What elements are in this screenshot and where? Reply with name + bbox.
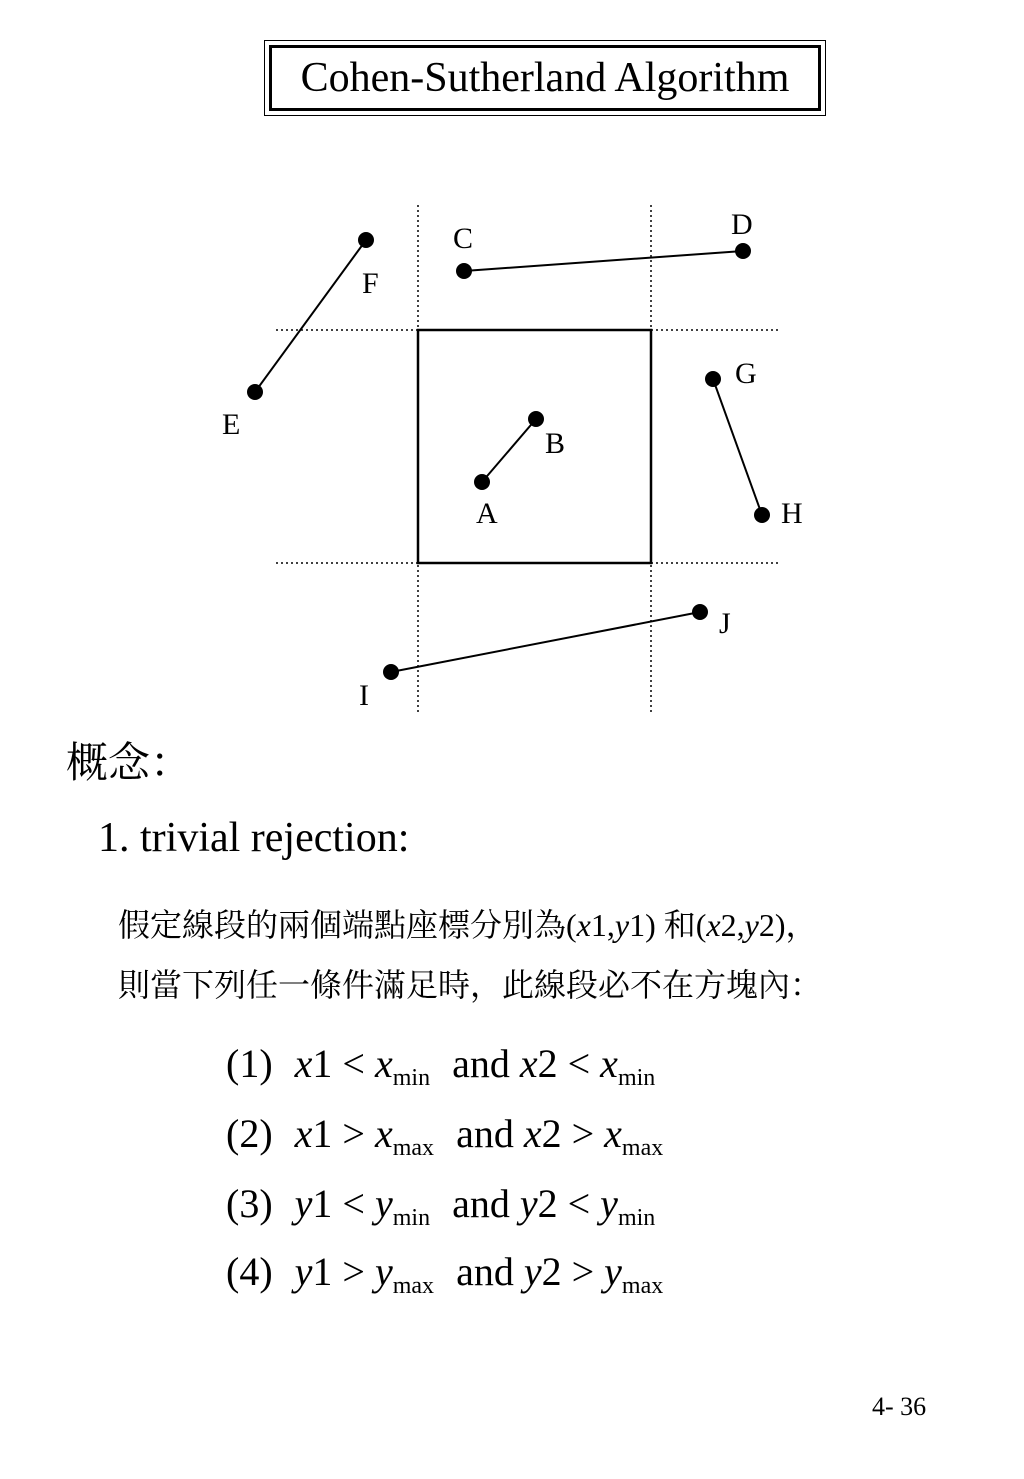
point-i xyxy=(383,664,399,680)
page-number: 4- 36 xyxy=(872,1392,927,1421)
condition-1: (1) $x1 < x_{min}$ and $x2 < x_{min}$ xyxy=(226,1041,656,1091)
label-h: H xyxy=(781,497,803,530)
point-e xyxy=(247,384,263,400)
segment-cd xyxy=(464,251,743,271)
label-d: D xyxy=(731,208,753,241)
point-c xyxy=(456,263,472,279)
label-b: B xyxy=(545,427,566,460)
rule-heading: 1. trivial rejection: xyxy=(98,815,410,861)
point-j xyxy=(692,604,708,620)
segment-ef xyxy=(255,240,366,392)
point-d xyxy=(735,243,751,259)
condition-3: (3) $y1 < y_{min}$ and $y2 < y_{min}$ xyxy=(226,1181,656,1231)
label-e: E xyxy=(222,408,241,441)
point-a xyxy=(474,474,490,490)
page-title: Cohen-Sutherland Algorithm xyxy=(269,45,821,111)
clipping-diagram xyxy=(0,0,1024,730)
point-f xyxy=(358,232,374,248)
label-c: C xyxy=(453,222,474,255)
point-g xyxy=(705,371,721,387)
point-h xyxy=(754,507,770,523)
point-b xyxy=(528,411,544,427)
clip-window xyxy=(418,330,651,563)
label-j: J xyxy=(719,607,731,640)
label-f: F xyxy=(362,267,379,300)
condition-4: (4) $y1 > y_{max}$ and $y2 > y_{max}$ xyxy=(226,1249,664,1299)
segment-gh xyxy=(713,379,762,515)
label-a: A xyxy=(476,497,498,530)
segment-ab xyxy=(482,419,536,482)
paragraph-line-1: 假定線段的兩個端點座標分別為(x1,y1) 和(x2,y2)， xyxy=(118,907,818,943)
paragraph-line-2: 則當下列任一條件滿足時，此線段必不在方塊內： xyxy=(118,967,823,1003)
label-i: I xyxy=(359,679,369,712)
label-g: G xyxy=(735,357,757,390)
condition-2: (2) $x1 > x_{max}$ and $x2 > x_{max}$ xyxy=(226,1111,664,1161)
segment-ij xyxy=(391,612,700,672)
concept-heading: 概念： xyxy=(66,741,193,787)
